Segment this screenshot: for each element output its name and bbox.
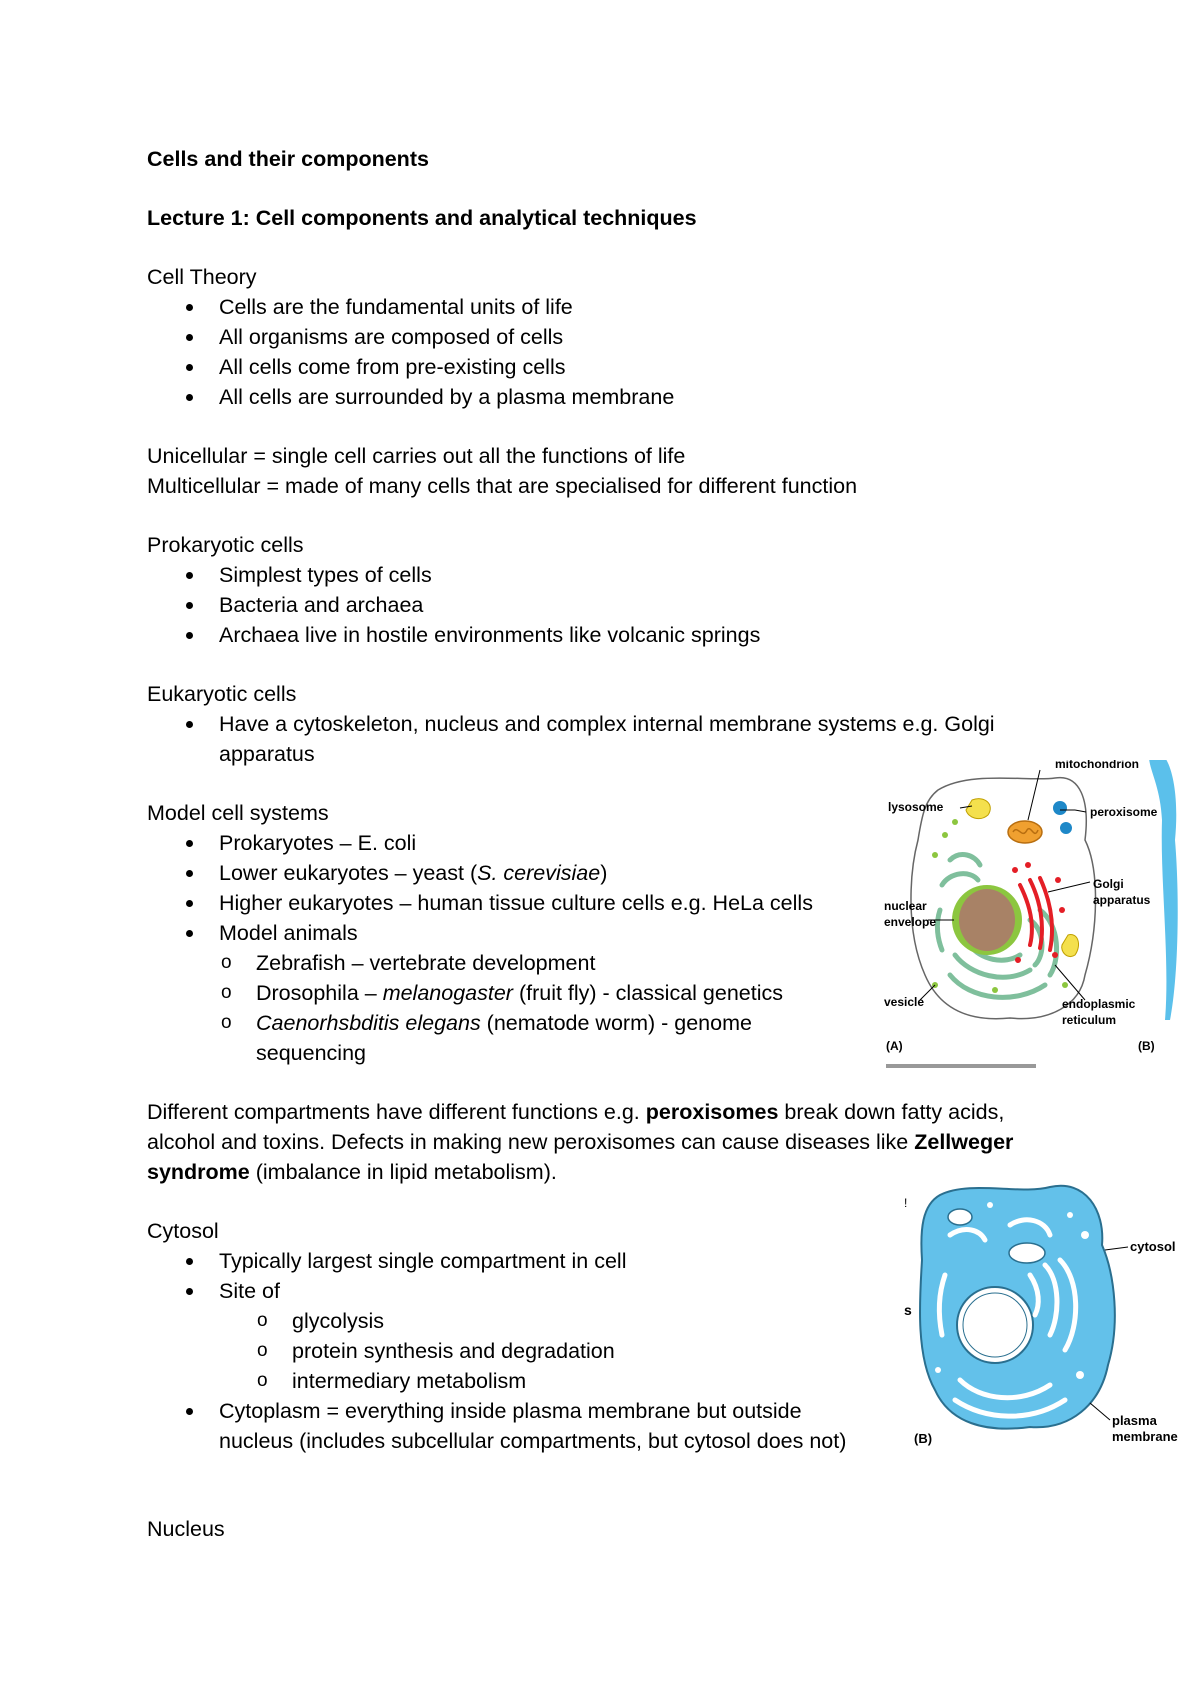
list-item: o Zebrafish – vertebrate development	[147, 948, 1047, 978]
compartments-text: Different compartments have different functions e.g.	[147, 1100, 646, 1124]
lower-euk-text: Lower eukaryotes – yeast (	[219, 861, 478, 885]
list-item: All organisms are composed of cells	[147, 322, 1047, 352]
lysosome-label: lysosome	[888, 800, 944, 814]
list-item: Model animals	[147, 918, 1047, 948]
document-title: Cells and their components	[147, 147, 429, 171]
nuclear-envelope-label-line1: nuclear	[884, 899, 927, 913]
cytoplasm-line1: Cytoplasm = everything inside plasma membrane but outside	[219, 1399, 802, 1423]
eukaryotic-heading: Eukaryotic cells	[147, 682, 297, 706]
drosophila-species: melanogaster	[382, 981, 513, 1005]
er-label-line1: endoplasmic	[1062, 997, 1136, 1011]
compartments-text: alcohol and toxins. Defects in making new peroxisomes can cause diseases like	[147, 1130, 915, 1154]
celegans-desc-line2: sequencing	[256, 1041, 366, 1065]
compartments-text: (imbalance in lipid metabolism).	[249, 1160, 557, 1184]
list-item: Archaea live in hostile environments like volcanic springs	[147, 620, 1047, 650]
cyto-sliver	[1149, 760, 1178, 1020]
cell-theory-heading: Cell Theory	[147, 265, 257, 289]
yeast-species: S. cerevisiae	[477, 861, 601, 885]
cytosol-diagram-svg	[890, 1175, 1195, 1465]
list-item: Higher eukaryotes – human tissue culture cells e.g. HeLa cells	[147, 888, 1047, 918]
mitochondrion-label: mitochondrion	[1055, 760, 1139, 771]
compartments-text: break down fatty acids,	[778, 1100, 1005, 1124]
figure-caption-smudge	[886, 1064, 1036, 1068]
lower-euk-close: )	[600, 861, 608, 885]
panel-a-label: (A)	[886, 1039, 903, 1053]
celegans-species: Caenorhsbditis elegans	[256, 1011, 481, 1035]
nucleus	[959, 889, 1015, 951]
list-item: o glycolysis	[147, 1306, 1047, 1336]
peroxisomes-term: peroxisomes	[645, 1100, 779, 1124]
panel-b-label: (B)	[914, 1431, 933, 1446]
peroxisome-label: peroxisome	[1090, 805, 1158, 819]
compartments-line1	[147, 1097, 1047, 1127]
vesicle-label: vesicle	[884, 995, 925, 1009]
cytosol-heading: Cytosol	[147, 1219, 219, 1243]
cell-theory-list	[147, 292, 1047, 412]
cytosol-diagram-figure	[890, 1175, 1195, 1465]
list-item: Simplest types of cells	[147, 560, 1047, 590]
lecture-heading: Lecture 1: Cell components and analytical techniques	[147, 206, 697, 230]
zellweger-term: Zellweger	[914, 1130, 1014, 1154]
list-item: All cells come from pre-existing cells	[147, 352, 1047, 382]
cytosol-nucleus	[957, 1287, 1033, 1363]
list-item: All cells are surrounded by a plasma membrane	[147, 382, 1047, 412]
list-item: Site of	[147, 1276, 1047, 1306]
panel-b-label: (B)	[1138, 1039, 1155, 1053]
list-item: Cells are the fundamental units of life	[147, 292, 1047, 322]
celegans-desc: (nematode worm) - genome	[480, 1011, 752, 1035]
nuclear-envelope-label-line2: envelope	[884, 915, 937, 929]
er-label-line2: reticulum	[1062, 1013, 1117, 1027]
plasma-membrane-label-line2: membrane	[1112, 1429, 1178, 1444]
stray-mark: !	[904, 1196, 908, 1210]
nucleus-heading: Nucleus	[147, 1517, 225, 1541]
model-systems-heading: Model cell systems	[147, 801, 329, 825]
drosophila-desc: (fruit fly) - classical genetics	[512, 981, 783, 1005]
cell-diagram-svg	[880, 760, 1185, 1080]
compartments-line2	[147, 1127, 1047, 1157]
cytoplasm-line2: nucleus (includes subcellular compartments, but cytosol does not)	[219, 1429, 847, 1453]
syndrome-term: syndrome	[147, 1160, 250, 1184]
list-item: o intermediary metabolism	[147, 1366, 1047, 1396]
golgi-label-line2: apparatus	[1093, 893, 1151, 907]
stray-mark: s	[904, 1302, 912, 1318]
list-item: Typically largest single compartment in cell	[147, 1246, 1047, 1276]
prokaryotic-list	[147, 560, 1047, 650]
multicellular-definition: Multicellular = made of many cells that are specialised for different function	[147, 474, 858, 498]
unicellular-definition: Unicellular = single cell carries out all the functions of life	[147, 444, 686, 468]
peroxisome-shape	[1053, 801, 1067, 815]
drosophila-text: Drosophila –	[256, 981, 383, 1005]
list-item: o protein synthesis and degradation	[147, 1336, 1047, 1366]
list-item: Prokaryotes – E. coli	[147, 828, 1047, 858]
eukaryotic-item-line1: Have a cytoskeleton, nucleus and complex internal membrane systems e.g. Golgi	[219, 712, 995, 736]
plasma-membrane-label-line1: plasma	[1112, 1413, 1157, 1428]
list-item: Bacteria and archaea	[147, 590, 1047, 620]
eukaryotic-item-line2: apparatus	[219, 742, 315, 766]
cytosol-label: cytosol	[1130, 1239, 1176, 1254]
prokaryotic-heading: Prokaryotic cells	[147, 533, 304, 557]
golgi-label-line1: Golgi	[1093, 877, 1124, 891]
cell-diagram-figure	[880, 760, 1185, 1080]
